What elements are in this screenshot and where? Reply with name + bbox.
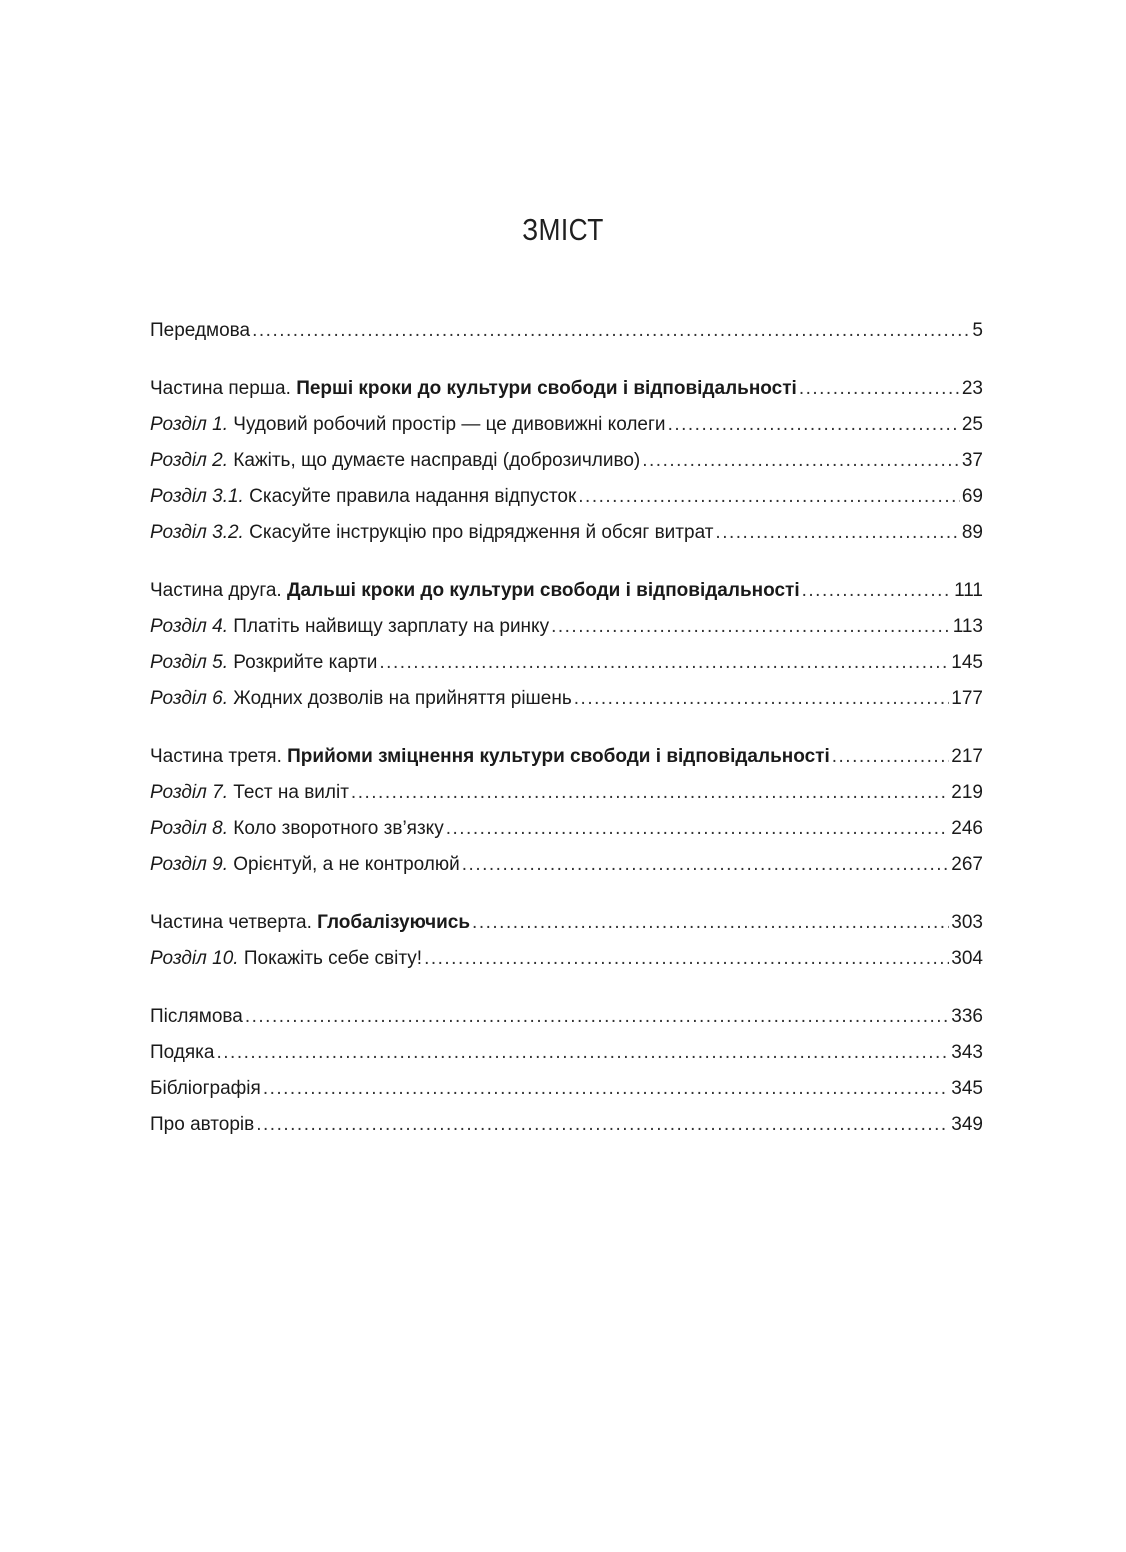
toc-entry-title	[150, 479, 576, 515]
toc-chapter-label: Розділ 8.	[150, 818, 228, 839]
toc-part-title: Дальші кроки до культури свободи і відповідальності	[286, 580, 800, 601]
page-title: ЗМІСТ	[522, 212, 604, 247]
toc-group-part-one	[150, 371, 983, 551]
toc-entry-title	[150, 941, 422, 977]
toc-entry-text: Коло зворотного зв’язку	[228, 818, 444, 839]
toc-group-intro	[150, 313, 983, 349]
toc-entry-title	[150, 645, 377, 681]
toc-entry[interactable]	[150, 999, 983, 1035]
toc-entry[interactable]	[150, 1035, 983, 1071]
toc-entry-text: Орієнтуй, а не контролюй	[228, 854, 460, 875]
toc-page-number: 23	[961, 378, 983, 399]
toc-entry-text: Передмова	[150, 320, 251, 341]
toc-entry-text: Про авторів	[150, 1114, 255, 1135]
toc-entry-title	[150, 775, 349, 811]
toc-entry-text: Частина перша.	[150, 378, 297, 399]
toc-page-number: 303	[951, 912, 983, 933]
toc-group-part-three	[150, 739, 983, 883]
toc-chapter-label: Розділ 3.1.	[150, 486, 244, 507]
toc-chapter-label: Розділ 6.	[150, 688, 228, 709]
toc-entry-title	[150, 609, 549, 645]
toc-group-part-four	[150, 905, 983, 977]
toc-entry-text: Розкрийте карти	[228, 652, 378, 673]
toc-entry-text: Жодних дозволів на прийняття рішень	[228, 688, 572, 709]
toc-page-number: 217	[951, 746, 983, 767]
toc-chapter-label: Розділ 7.	[150, 782, 228, 803]
dot-leader	[472, 905, 949, 941]
toc-chapter-label: Розділ 4.	[150, 616, 228, 637]
toc-page-number: 343	[951, 1042, 983, 1063]
toc-page-number: 69	[961, 486, 983, 507]
toc-entry[interactable]	[150, 443, 983, 479]
dot-leader	[216, 1035, 949, 1071]
toc-entry-title	[150, 371, 797, 407]
dot-leader	[574, 681, 950, 717]
toc-entry-text: Скасуйте інструкцію про відрядження й обсяг витрат	[243, 522, 714, 543]
dot-leader	[668, 407, 960, 443]
dot-leader	[799, 371, 960, 407]
toc-page-number: 304	[951, 948, 983, 969]
toc-page-number: 219	[951, 782, 983, 803]
dot-leader	[802, 573, 953, 609]
dot-leader	[263, 1071, 949, 1107]
toc-page-number: 111	[954, 580, 983, 601]
toc-entry[interactable]	[150, 407, 983, 443]
dot-leader	[351, 775, 949, 811]
toc-entry-title	[150, 999, 243, 1035]
toc-entry[interactable]	[150, 775, 983, 811]
toc-entry[interactable]	[150, 1071, 983, 1107]
toc-page-number: 25	[961, 414, 983, 435]
toc-page-number: 5	[972, 320, 983, 341]
toc-entry-text: Бібліографія	[150, 1078, 261, 1099]
toc-page-number: 113	[952, 616, 983, 637]
toc-entry-title	[150, 313, 250, 349]
toc-part-heading[interactable]	[150, 371, 983, 407]
dot-leader	[832, 739, 950, 775]
toc-chapter-label: Розділ 1.	[150, 414, 228, 435]
toc-part-title: Прийоми зміцнення культури свободи і відповідальності	[287, 746, 830, 767]
toc-page-number: 89	[961, 522, 983, 543]
toc-entry-title	[150, 1107, 254, 1143]
toc-entry-text: Чудовий робочий простір — це дивовижні колеги	[228, 414, 666, 435]
toc-entry-title	[150, 573, 800, 609]
toc-group-back-matter	[150, 999, 983, 1143]
toc-entry-text: Частина четверта.	[150, 912, 318, 933]
toc-entry-title	[150, 1035, 214, 1071]
toc-entry[interactable]	[150, 609, 983, 645]
toc-entry-text: Післямова	[150, 1006, 243, 1027]
toc-entry-title	[150, 443, 640, 479]
toc-part-heading[interactable]	[150, 573, 983, 609]
dot-leader	[245, 999, 949, 1035]
toc-entry[interactable]	[150, 479, 983, 515]
toc-entry[interactable]	[150, 1107, 983, 1143]
toc-entry-title	[150, 681, 572, 717]
toc-entry[interactable]	[150, 313, 983, 349]
toc-entry[interactable]	[150, 681, 983, 717]
toc-page-number: 349	[951, 1114, 983, 1135]
toc-entry-title	[150, 847, 460, 883]
dot-leader	[256, 1107, 949, 1143]
toc-entry-text: Частина друга.	[150, 580, 287, 601]
toc-entry-text: Подяка	[150, 1042, 215, 1063]
toc-entry-title	[150, 1071, 261, 1107]
toc-entry-title	[150, 739, 830, 775]
dot-leader	[379, 645, 949, 681]
toc-entry[interactable]	[150, 811, 983, 847]
toc-part-heading[interactable]	[150, 905, 983, 941]
toc-entry-title	[150, 407, 666, 443]
toc-entry-title	[150, 905, 470, 941]
dot-leader	[252, 313, 970, 349]
toc-entry[interactable]	[150, 941, 983, 977]
toc-entry-text: Покажіть себе світу!	[238, 948, 423, 969]
toc-entry[interactable]	[150, 645, 983, 681]
dot-leader	[642, 443, 960, 479]
toc-entry-text: Кажіть, що думаєте насправді (доброзичливо)	[228, 450, 641, 471]
toc-entry-title	[150, 515, 713, 551]
toc-entry-text: Частина третя.	[150, 746, 288, 767]
toc-entry[interactable]	[150, 515, 983, 551]
toc-entry-text: Скасуйте правила надання відпусток	[243, 486, 577, 507]
toc-page-number: 37	[961, 450, 983, 471]
toc-chapter-label: Розділ 3.2.	[150, 522, 244, 543]
toc-page-number: 145	[951, 652, 983, 673]
toc-page-number: 345	[951, 1078, 983, 1099]
dot-leader	[715, 515, 959, 551]
toc-chapter-label: Розділ 9.	[150, 854, 228, 875]
toc-entry-text: Платіть найвищу зарплату на ринку	[228, 616, 550, 637]
toc-page-number: 177	[951, 688, 983, 709]
toc-group-part-two	[150, 573, 983, 717]
toc-entry-text: Тест на виліт	[228, 782, 349, 803]
table-of-contents	[150, 313, 983, 1165]
toc-entry[interactable]	[150, 847, 983, 883]
toc-chapter-label: Розділ 2.	[150, 450, 228, 471]
dot-leader	[446, 811, 950, 847]
toc-part-heading[interactable]	[150, 739, 983, 775]
toc-part-title: Перші кроки до культури свободи і відповідальності	[296, 378, 797, 399]
dot-leader	[462, 847, 950, 883]
dot-leader	[551, 609, 951, 645]
toc-page-number: 336	[951, 1006, 983, 1027]
dot-leader	[424, 941, 949, 977]
dot-leader	[578, 479, 960, 515]
toc-chapter-label: Розділ 5.	[150, 652, 228, 673]
toc-part-title: Глобалізуючись	[317, 912, 471, 933]
toc-entry-title	[150, 811, 444, 847]
toc-chapter-label: Розділ 10.	[150, 948, 239, 969]
toc-page-number: 246	[951, 818, 983, 839]
toc-page-number: 267	[951, 854, 983, 875]
